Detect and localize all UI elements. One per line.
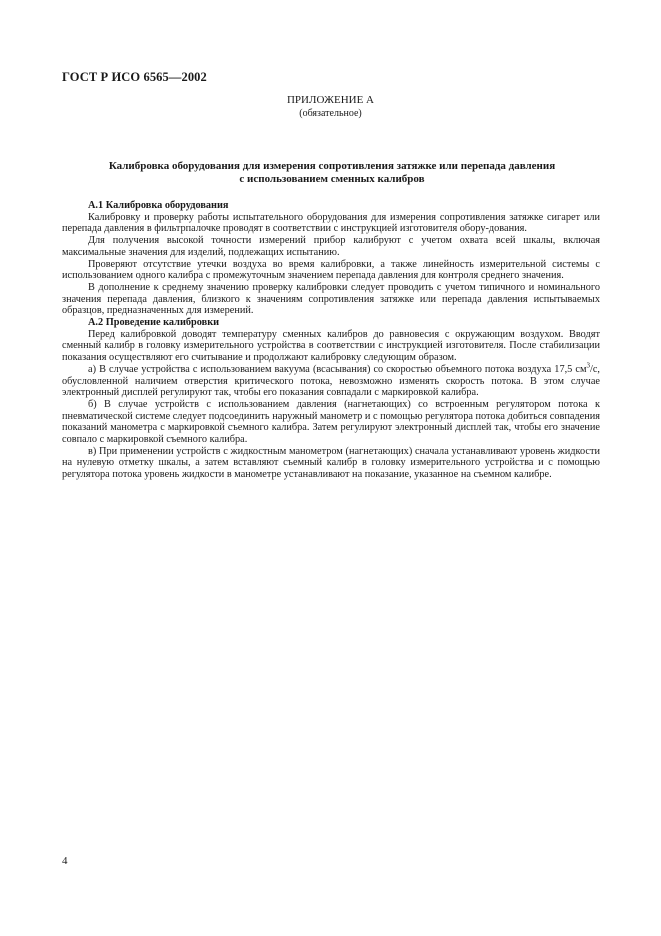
paragraph: Калибровку и проверку работы испытательного оборудования для измерения сопротивления затяжке сигарет или перепада давления в фильтрпалочке проводят в соответствии с инструкцией изготовителя обору-дования. — [62, 211, 600, 235]
paragraph-a — [62, 361, 600, 399]
page-number: 4 — [62, 855, 68, 867]
paragraph: Проверяют отсутствие утечки воздуха во время калибровки, а также линейность измерительной системы с использованием одного калибра с промежуточным значением перепада давления для контроля среднего значения. — [62, 258, 600, 282]
superscript: 3 — [586, 361, 590, 370]
section-a2-heading: А.2 Проведение калибровки — [88, 317, 220, 329]
appendix-heading — [0, 94, 661, 120]
paragraph-v: в) При применении устройств с жидкостным манометром (нагнетающих) сначала устанавливают уровень жидкости на нулевую отметку шкалы, а затем вставляют съемный калибр в головку измерительного устройства и с помощью регулятора потока уровень жидкости в манометре устанавливают на показание, указанное на съемном калибре. — [62, 445, 600, 481]
section-a1-heading: А.1 Калибровка оборудования — [88, 200, 229, 211]
document-title — [62, 160, 602, 186]
paragraph: Перед калибровкой доводят температуру сменных калибров до равновесия с окружающим воздухом. Вводят сменный калибр в головку измерительного устройства в соответствии с инструкцией изготовителя. После стабилизации показания осуществляют его считывание и продолжают калибровку следующим образом. — [62, 328, 600, 364]
paragraph-b: б) В случае устройств с использованием давления (нагнетающих) со встроенным регулятором потока к пневматической системе следует подсоединить наружный манометр и с помощью регулятора потока добиться совпадения показаний манометра с маркировкой съемного калибра. Затем регулируют электронный дисплей так, чтобы его значение совпало с маркировкой съемного калибра. — [62, 398, 600, 446]
title-line-2: с использованием сменных калибров — [239, 173, 425, 185]
title-line-1: Калибровка оборудования для измерения сопротивления затяжке или перепада давления — [108, 160, 556, 172]
paragraph-a-rest: /с, обусловленной наличием отверстия критического потока, невозможно изменять скорость потока. В этом случае электронный дисплей регулируют так, чтобы его показания совпадали с маркировкой калибра. — [62, 363, 600, 399]
appendix-title: ПРИЛОЖЕНИЕ А — [286, 94, 374, 106]
document-body — [62, 200, 600, 481]
document-header: ГОСТ Р ИСО 6565—2002 — [62, 70, 207, 84]
paragraph: Для получения высокой точности измерений прибор калибруют с учетом охвата всей шкалы, включая максимальные значения для изделий, подлежащих испытанию. — [62, 235, 600, 258]
paragraph: В дополнение к среднему значению проверку калибровки следует проводить с учетом типичного и номинального значения перепада давления, близкого к значениям сопротивления затяжке или перепада давления испытываемых образцов, предназначенных для измерений. — [62, 281, 600, 317]
paragraph-a-start: а) В случае устройства с использованием вакуума (всасывания) со скоростью объемного потока воздуха 17,5 см — [88, 363, 587, 375]
appendix-subtitle: (обязательное) — [299, 108, 362, 119]
